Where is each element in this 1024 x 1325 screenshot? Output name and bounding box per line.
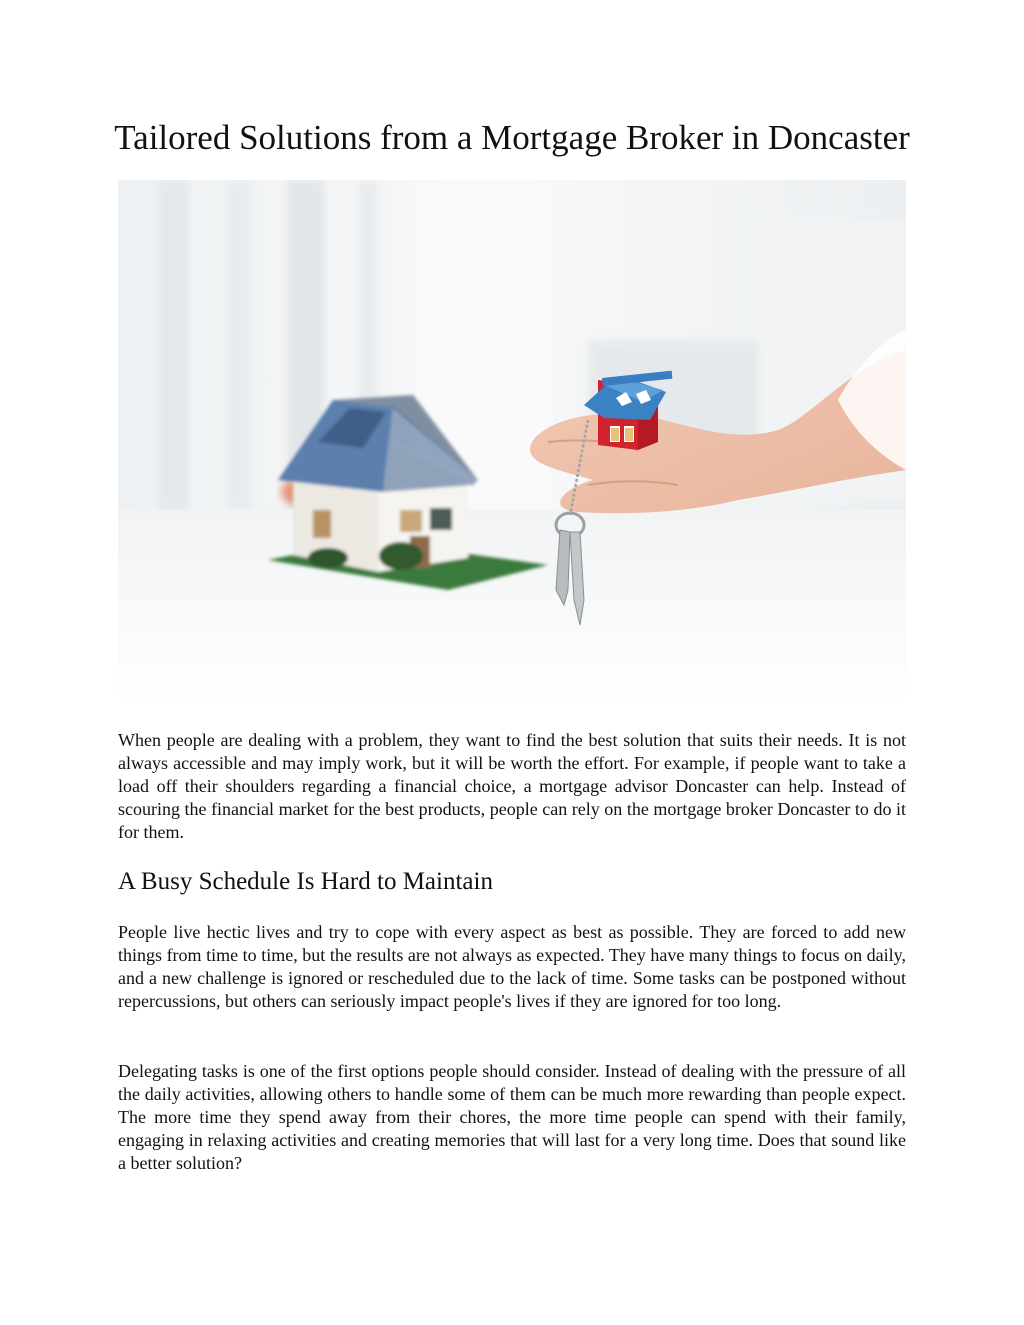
intro-paragraph: When people are dealing with a problem, they want to find the best solution that suits their needs. It is not always accessible and may imply work, but it will be worth the effort. For example, if people want to take a load off their shoulders regarding a financial choice, a mortgage advisor Doncaster can help. Instead of scouring the financial market for the best products, people can rely on the mortgage broker Doncaster to do it for them. — [118, 730, 906, 842]
section-heading: A Busy Schedule Is Hard to Maintain — [118, 868, 493, 895]
house-and-keys-photo — [118, 180, 906, 705]
body-paragraph: Delegating tasks is one of the first options people should consider. Instead of dealing with the pressure of all the daily activities, allowing others to handle some of them can be much more rewarding than people expect. The more time they spend away from their chores, the more time people can spend with their family, engaging in relaxing activities and creating memories that will last for a very long time. Does that sound like a better solution? — [118, 1061, 906, 1173]
page-title: Tailored Solutions from a Mortgage Broker in Doncaster — [114, 118, 910, 157]
body-paragraph: People live hectic lives and try to cope with every aspect as best as possible. They are forced to add new things from time to time, but the results are not always as expected. They have many things to focus on daily, and a new challenge is ignored or rescheduled due to the lack of time. Some tasks can be postponed without repercussions, but others can seriously impact people's lives if they are ignored for too long. — [118, 922, 906, 1011]
hero-image — [118, 180, 906, 705]
